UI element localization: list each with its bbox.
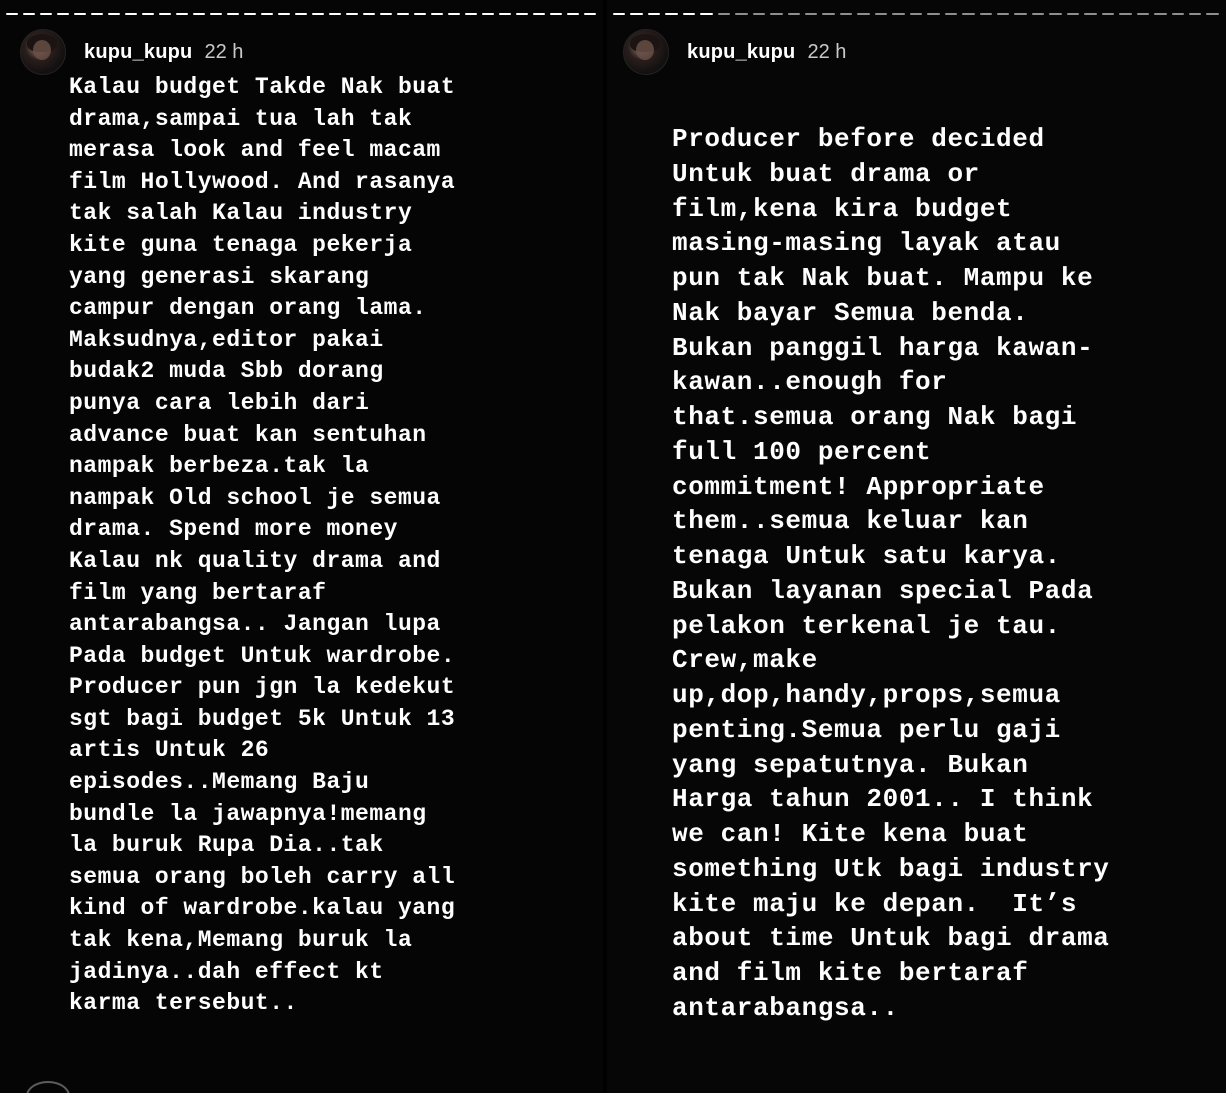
progress-segment (1172, 13, 1184, 15)
progress-segment (1154, 13, 1166, 15)
progress-segment (770, 13, 782, 15)
progress-segment (665, 13, 677, 15)
progress-segment (448, 13, 460, 15)
progress-segment (962, 13, 974, 15)
progress-segment (613, 13, 625, 15)
progress-segment (244, 13, 256, 15)
progress-segment (700, 13, 712, 15)
camera-icon[interactable] (26, 1081, 70, 1093)
progress-segment (278, 13, 290, 15)
username[interactable]: kupu_kupu (84, 40, 193, 63)
progress-segment (875, 13, 887, 15)
progress-segment (465, 13, 477, 15)
progress-segment (312, 13, 324, 15)
progress-segment (91, 13, 103, 15)
post-time: 22 h (807, 40, 847, 63)
progress-segment (980, 13, 992, 15)
progress-segment (516, 13, 528, 15)
story-progress-bar (613, 11, 1219, 17)
progress-segment (1206, 13, 1218, 15)
progress-segment (1102, 13, 1114, 15)
progress-segment (910, 13, 922, 15)
progress-segment (295, 13, 307, 15)
progress-segment (142, 13, 154, 15)
progress-segment (210, 13, 222, 15)
progress-segment (997, 13, 1009, 15)
story-panel-left (0, 0, 603, 1093)
story-panel-right (607, 0, 1226, 1093)
progress-segment (1067, 13, 1079, 15)
progress-segment (380, 13, 392, 15)
progress-segment (718, 13, 730, 15)
story-progress-bar (6, 11, 596, 17)
progress-segment (1119, 13, 1131, 15)
story-header (20, 28, 243, 76)
story-text: Producer before decided Untuk buat drama or film,kena kira budget masing-masing layak atau pun tak Nak buat. Mampu ke Nak bayar Semua benda. Bukan panggil harga kawan- kawan..enough for that.semua orang Nak bagi full 100 percent commitment! Appropriate them..semua keluar kan tenaga Untuk satu karya. Bukan layanan special Pada pelakon terkenal je tau. Crew,make up,dop,handy,props,semua penting.Semua perlu gaji yang sepatutnya. Bukan Harga tahun 2001.. I think we can! Kite kena buat something Utk bagi industry kite maju ke depan. It’s about time Untuk bagi drama and film kite bertaraf antarabangsa.. (672, 124, 1110, 1023)
progress-segment (193, 13, 205, 15)
progress-segment (499, 13, 511, 15)
progress-segment (892, 13, 904, 15)
progress-segment (125, 13, 137, 15)
progress-segment (482, 13, 494, 15)
username[interactable]: kupu_kupu (687, 40, 796, 63)
progress-segment (414, 13, 426, 15)
progress-segment (945, 13, 957, 15)
progress-segment (1049, 13, 1061, 15)
post-time: 22 h (204, 40, 244, 63)
progress-segment (397, 13, 409, 15)
progress-segment (1137, 13, 1149, 15)
progress-segment (805, 13, 817, 15)
story-header (623, 28, 846, 76)
progress-segment (108, 13, 120, 15)
progress-segment (57, 13, 69, 15)
progress-segment (261, 13, 273, 15)
progress-segment (159, 13, 171, 15)
progress-segment (533, 13, 545, 15)
progress-segment (329, 13, 341, 15)
story-text: Kalau budget Takde Nak buat drama,sampai tua lah tak merasa look and feel macam film Hollywood. And rasanya tak salah Kalau industry kite guna tenaga pekerja yang generasi skarang campur dengan orang lama. Maksudnya,editor pakai budak2 muda Sbb dorang punya cara lebih dari advance buat kan sentuhan nampak berbeza.tak la nampak Old school je semua drama. Spend more money Kalau nk quality drama and film yang bertaraf antarabangsa.. Jangan lupa Pada budget Untuk wardrobe. Producer pun jgn la kedekut sgt bagi budget 5k Untuk 13 artis Untuk 26 episodes..Memang Baju bundle la jawapnya!memang la buruk Rupa Dia..tak semua orang boleh carry all kind of wardrobe.kalau yang tak kena,Memang buruk la jadinya..dah effect kt karma tersebut.. (69, 74, 456, 1017)
progress-segment (648, 13, 660, 15)
progress-segment (753, 13, 765, 15)
progress-segment (927, 13, 939, 15)
progress-segment (735, 13, 747, 15)
avatar[interactable] (623, 29, 669, 75)
progress-segment (346, 13, 358, 15)
progress-segment (683, 13, 695, 15)
progress-segment (1014, 13, 1026, 15)
progress-segment (822, 13, 834, 15)
progress-segment (23, 13, 35, 15)
progress-segment (6, 13, 18, 15)
progress-segment (363, 13, 375, 15)
progress-segment (584, 13, 596, 15)
avatar[interactable] (20, 29, 66, 75)
progress-segment (840, 13, 852, 15)
progress-segment (550, 13, 562, 15)
progress-segment (630, 13, 642, 15)
progress-segment (1032, 13, 1044, 15)
progress-segment (74, 13, 86, 15)
progress-segment (227, 13, 239, 15)
progress-segment (567, 13, 579, 15)
progress-segment (40, 13, 52, 15)
progress-segment (788, 13, 800, 15)
progress-segment (1189, 13, 1201, 15)
progress-segment (1084, 13, 1096, 15)
progress-segment (431, 13, 443, 15)
progress-segment (857, 13, 869, 15)
progress-segment (176, 13, 188, 15)
